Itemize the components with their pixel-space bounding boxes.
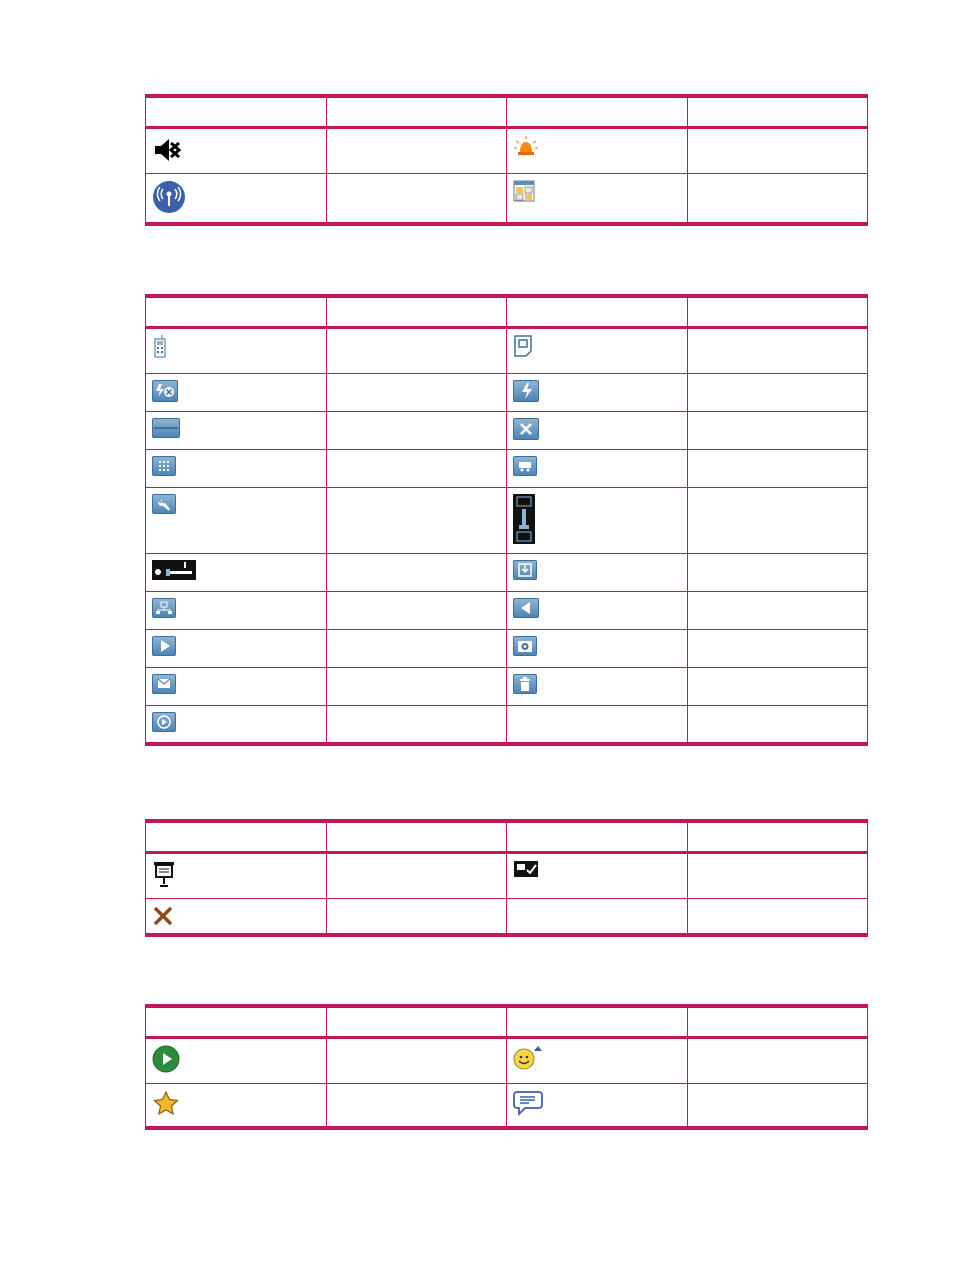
table-header-row — [146, 1006, 868, 1038]
phone-keypad-icon — [152, 335, 168, 359]
table-row — [146, 374, 868, 412]
speaker-muted-icon — [152, 135, 182, 165]
table-row — [146, 128, 868, 174]
table-row — [146, 450, 868, 488]
status-icons-table-1 — [145, 94, 868, 226]
table-row — [146, 630, 868, 668]
table-row — [146, 592, 868, 630]
favorite-star-icon — [152, 1090, 180, 1118]
table-row — [146, 899, 868, 935]
smiley-emoticon-icon — [513, 1045, 543, 1071]
power-off-icon — [152, 380, 178, 402]
table-header-row — [146, 96, 868, 128]
table-row — [146, 706, 868, 744]
signal-meter-icon — [513, 494, 535, 544]
table-header-row — [146, 296, 868, 328]
wrench-tools-icon — [152, 494, 176, 514]
table-row — [146, 668, 868, 706]
presentation-board-icon — [152, 860, 178, 890]
brightness-slider-icon — [152, 560, 196, 580]
playback-circle-icon — [152, 712, 176, 732]
table-row — [146, 488, 868, 554]
table-row — [146, 853, 868, 899]
keypad-grid-icon — [152, 456, 176, 476]
back-arrow-icon — [513, 598, 539, 618]
minimize-icon — [152, 418, 180, 438]
wireless-antenna-icon — [152, 180, 186, 214]
calendar-grid-icon — [513, 180, 535, 202]
envelope-message-icon — [152, 674, 176, 694]
speech-bubble-icon — [513, 1090, 543, 1116]
table-row — [146, 412, 868, 450]
alarm-bell-icon — [513, 135, 539, 159]
camera-icon — [513, 636, 537, 656]
messenger-icons-table — [145, 1004, 868, 1130]
table-header-row — [146, 821, 868, 853]
close-x-icon — [513, 418, 539, 440]
receive-download-icon — [513, 560, 537, 580]
slide-check-icon — [513, 860, 539, 880]
power-on-icon — [513, 380, 539, 402]
car-kit-icon — [513, 456, 537, 476]
table-row — [146, 328, 868, 374]
delete-x-icon — [152, 905, 174, 927]
trash-delete-icon — [513, 674, 537, 694]
presentation-icons-table — [145, 819, 868, 937]
sim-card-icon — [513, 335, 533, 357]
network-connection-icon — [152, 598, 176, 618]
status-icons-table-2 — [145, 294, 868, 746]
table-row — [146, 1038, 868, 1084]
table-row — [146, 174, 868, 224]
play-forward-icon — [152, 636, 176, 656]
table-row — [146, 554, 868, 592]
table-row — [146, 1084, 868, 1128]
green-play-icon — [152, 1045, 180, 1073]
